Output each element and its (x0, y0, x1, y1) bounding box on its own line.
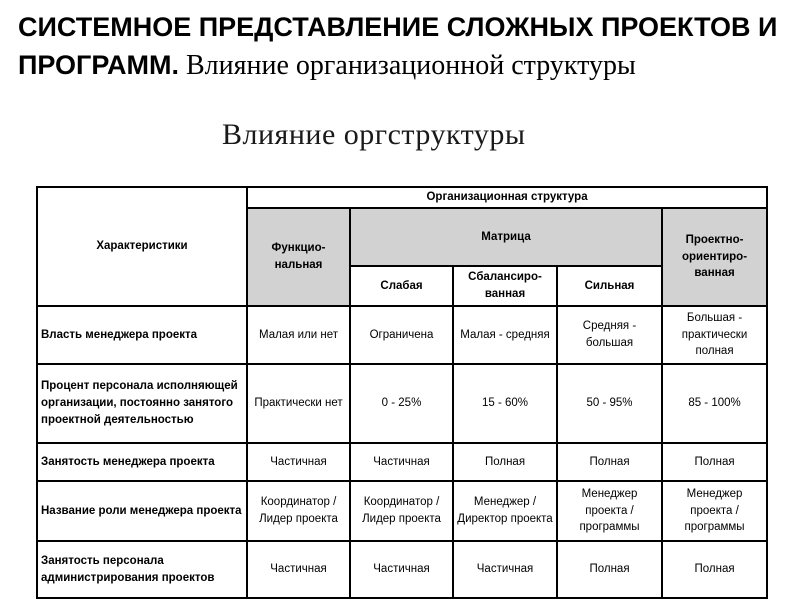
cell-weak: Частичная (350, 541, 453, 598)
functional-header: Функцио-нальная (247, 208, 350, 306)
cell-weak: Координатор / Лидер проекта (350, 481, 453, 541)
project-oriented-header: Проектно-ориентиро-ванная (662, 208, 767, 306)
row-label: Процент персонала исполняющей организации, постоянно занятого проектной деятельностью (37, 364, 247, 443)
cell-strong: Полная (557, 541, 662, 598)
slide-title (18, 8, 788, 85)
table-row (37, 364, 767, 443)
cell-strong: Средняя - большая (557, 306, 662, 364)
cell-functional: Малая или нет (247, 306, 350, 364)
cell-weak: Ограничена (350, 306, 453, 364)
cell-functional: Практически нет (247, 364, 350, 443)
weak-header: Слабая (350, 266, 453, 306)
cell-weak: Частичная (350, 443, 453, 481)
row-label: Власть менеджера проекта (37, 306, 247, 364)
org-structure-header: Организационная структура (247, 187, 767, 208)
cell-project: 85 - 100% (662, 364, 767, 443)
table-row (37, 541, 767, 598)
cell-strong: Менеджер проекта / программы (557, 481, 662, 541)
matrix-header: Матрица (350, 208, 662, 266)
cell-project: Полная (662, 443, 767, 481)
cell-balanced: Полная (453, 443, 557, 481)
cell-functional: Координатор / Лидер проекта (247, 481, 350, 541)
org-structure-table (36, 186, 768, 599)
cell-strong: Полная (557, 443, 662, 481)
cell-functional: Частичная (247, 443, 350, 481)
cell-functional: Частичная (247, 541, 350, 598)
table-row (37, 306, 767, 364)
slide-title-bold: СИСТЕМНОЕ ПРЕДСТАВЛЕНИЕ СЛОЖНЫХ ПРОЕКТОВ И ПРОГРАММ. (18, 12, 778, 80)
cell-strong: 50 - 95% (557, 364, 662, 443)
cell-balanced: Малая - средняя (453, 306, 557, 364)
cell-project: Менеджер проекта / программы (662, 481, 767, 541)
row-label: Занятость менеджера проекта (37, 443, 247, 481)
balanced-header: Сбалансиро-ванная (453, 266, 557, 306)
slide-title-plain: Влияние организационной структуры (179, 50, 636, 81)
table-row (37, 481, 767, 541)
cell-balanced: Частичная (453, 541, 557, 598)
strong-header: Сильная (557, 266, 662, 306)
row-label: Название роли менеджера проекта (37, 481, 247, 541)
cell-weak: 0 - 25% (350, 364, 453, 443)
row-label: Занятость персонала администрирования проектов (37, 541, 247, 598)
table-row (37, 443, 767, 481)
cell-project: Полная (662, 541, 767, 598)
cell-balanced: Менеджер / Директор проекта (453, 481, 557, 541)
cell-balanced: 15 - 60% (453, 364, 557, 443)
characteristics-header: Характеристики (37, 187, 247, 306)
table-caption: Влияние оргструктуры (222, 118, 526, 151)
cell-project: Большая - практически полная (662, 306, 767, 364)
